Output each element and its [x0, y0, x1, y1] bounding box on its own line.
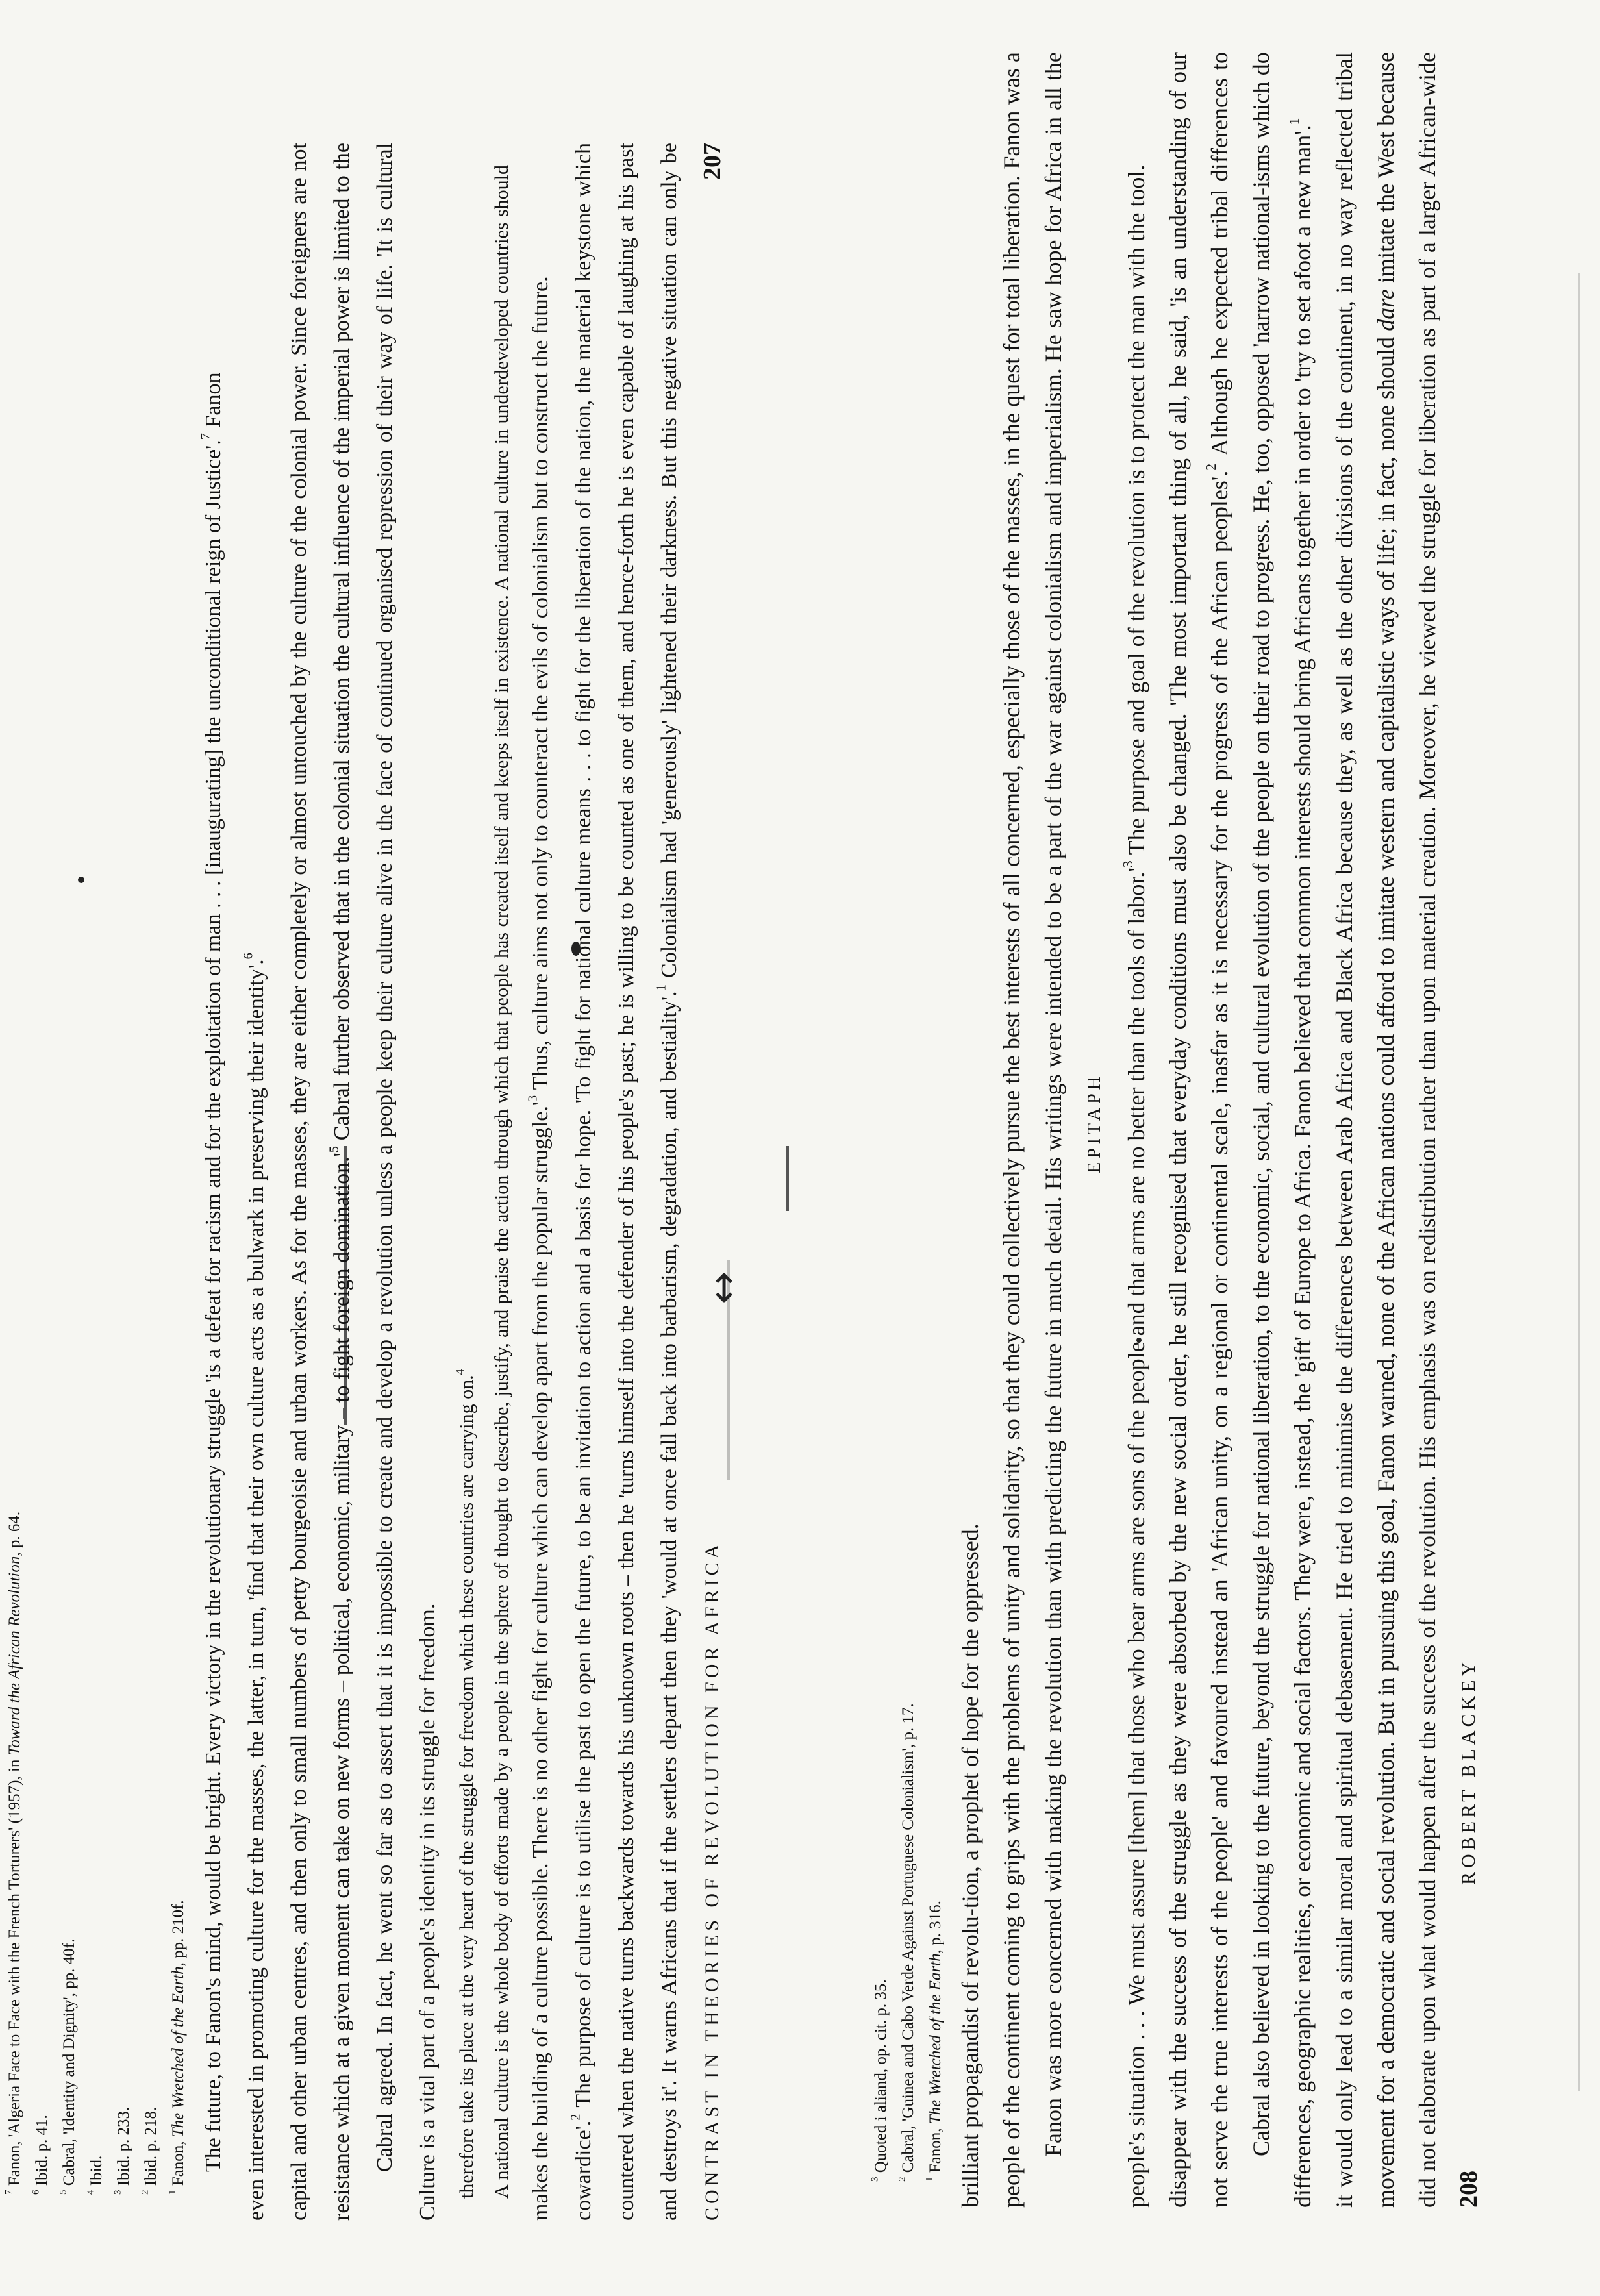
footnotes-207: [1, 143, 192, 2195]
page-208: [747, 52, 1503, 2208]
body-paragraph: did not elaborate upon what would happen after the success of the revolution. His emphasis was on redistribution rather than upon material creation. Moreover, he viewed the struggle for liberation as part of a larger African-wide movement for a democratic and social revolution. But in pursuing this goal, Fanon warned, none of the African nations could afford to imitate western and capitalistic ways of life; in fact, none should dare imitate the West because it would only lead to a similar moral and spiritual debasement. He tried to minimise the differences between Arab Africa and Black Africa because they, as well as the other divisions of the continent, in no way reflected tribal differences, geographic realities, or economic and social factors. They were, instead, the 'gift' of Europe to Africa. Fanon believed that common interests should bring Africans together in order to 'try to set afoot a new man'.$^1$: [1286, 51, 1440, 2208]
page-number: 208: [1455, 2171, 1482, 2208]
running-head-208: [1448, 52, 1490, 2208]
page-number: 207: [699, 143, 726, 180]
body-paragraph: and destroys it'. It warns Africans that if the settlers depart then they 'would at once fall back into barbarism, degradation, and bestiality'.$^1$ Colonialism had 'generously' lightened their darkness. But this negative situation can only be countered when the native turns backwards towards his unknown roots – then he 'turns himself into the defender of his people's past; he is willing to be counted as one of them, and hence-forth he is even capable of laughing at his past cowardice'.$^2$ The purpose of culture is to utilise the past to open the future, to be an invitation to action and a basis for hope. 'To fight for national culture means . . . to fight for the liberation of the nation, the material keystone which makes the building of a culture possible. There is no other fight for culture which can develop apart from the popular struggle.'$^3$ Thus, culture aims not only to counteract the evils of colonialism but to construct the future.: [525, 142, 681, 2221]
footnote-ref: 5: [327, 1146, 342, 1153]
body-paragraph: Fanon was more concerned with making the revolution than with predicting the future in much detail. His writings were intended to be a part of the war against colonialism and imperialism. He saw hope for Africa in all the people of the continent coming to grips with the problems of unity and solidarity, so that they could collectively pursue the best interests of all concerned, especially those of the masses, in the quest for total liberation. Fanon was a brilliant propagandist of revolu-tion, a prophet of hope for the oppressed.: [957, 52, 1066, 2208]
body-paragraph: The future, to Fanon's mind, would be bright. Every victory in the revolutionary struggle 'is a defeat for racism and for the exploitation of man . . . [inaugurating] the unconditional reign of Justice'.$^7$ Fanon: [198, 372, 225, 2173]
footnote-ref: 6: [241, 953, 256, 960]
footnote: $^1$ Fanon, The Wretched of the Earth, p. 316.: [924, 1901, 944, 2182]
body-paragraph: Cabral also believed in looking to the future, beyond the struggle for national liberation, to the economic, social, and cultural evolution of the people on their road to progress. He, too, opposed 'narrow national-isms which do not serve the true interests of the people' and favoured instead an 'African unity, on a regional or continental scale, inasfar as it is necessary for the progress of the African peoples'.$^2$ Although he expected tribal differences to disappear with the success of the struggle as they were absorbed by the new social order, he still recognised that everyday conditions must also be changed. 'The most important thing of all, he said, 'is an understanding of our people's situation . . . We must assure [them] that those who bear arms are sons of the people and that arms are no better than the tools of labor.'$^3$ The purpose and goal of the revolution is to protect the man with the tool.: [1120, 51, 1274, 2208]
footnote: $^2$ Cabral, 'Guinea and Cabo Verde Against Portuguese Colonialism', p. 17.: [897, 1703, 917, 2182]
footnote-ref: 2: [568, 2114, 583, 2121]
footnote: $^6$ Ibid. p. 41.: [31, 2115, 51, 2195]
footnote-ref: 2: [1203, 463, 1219, 471]
footnote: $^5$ Cabral, 'Identity and Dignity', pp. 40f.: [58, 1938, 78, 2195]
footnote-ref: 1: [654, 984, 669, 992]
footnote: $^3$ Ibid. p. 233.: [112, 2106, 132, 2195]
margin-arrow-icon: ↕: [708, 1266, 741, 1312]
body-paragraph: Culture is a vital part of a people's identity in its struggle for freedom.: [416, 1603, 440, 2221]
footnote: $^4$ Ibid.: [85, 2155, 105, 2195]
footnote: $^3$ Quoted i aliand, op. cit. p. 35.: [869, 1979, 890, 2182]
footnote: $^7$ Fanon, 'Algeria Face to Face with the French Torturers' (1957), in Toward the African Revolution, p. 64.: [3, 1511, 23, 2195]
block-quote: A national culture is the whole body of efforts made by a people in the sphere of thought to describe, justify, and praise the action through which that people has created itself and keeps itself in existence. A national culture in underdeveloped countries should therefore take its place at the very heart of the struggle for freedom which these countries are carrying on.$^4$: [453, 165, 512, 2199]
footnote: $^2$ Ibid. p. 218.: [140, 2106, 160, 2195]
body-paragraph: Cabral agreed. In fact, he went so far as to assert that it is impossible to create and develop a revolution unless a people keep their culture alive in the face of continued organised repression of their way of life. 'It is cultural resistance which at a given moment can take on new forms – political, economic, military – to fight foreign domination.'$^5$ Cabral further observed that in the colonial situation the cultural influence of the imperial power is limited to the capital and other urban centres, and then only to small numbers of petty bourgeoisie and urban workers. As for the masses, they are either completely or almost untouched by the culture of the colonial power. Since foreigners are not even interested in promoting culture for the masses, the latter, in turn, 'find that their own culture acts as a bulwark in preserving their identity'.$^6$: [241, 142, 397, 2221]
footnote-ref: 4: [453, 1369, 466, 1375]
footnote: $^1$ Fanon, The Wretched of the Earth, pp. 210f.: [167, 1900, 187, 2195]
section-title-epitaph: EPITAPH: [1084, 1073, 1105, 1174]
running-head-author: ROBERT BLACKEY: [1458, 1658, 1479, 1885]
running-head-207: [691, 143, 734, 2221]
footnote-ref: 3: [525, 1095, 540, 1103]
footnotes-208: [868, 52, 949, 2182]
running-head-title: CONTRAST IN THEORIES OF REVOLUTION FOR AFRICA: [701, 1540, 723, 2221]
footnote-ref: 3: [1120, 860, 1136, 868]
footnote-ref: 7: [198, 433, 213, 440]
page-207: [3, 142, 747, 2221]
footnote-ref: 1: [1286, 118, 1302, 125]
